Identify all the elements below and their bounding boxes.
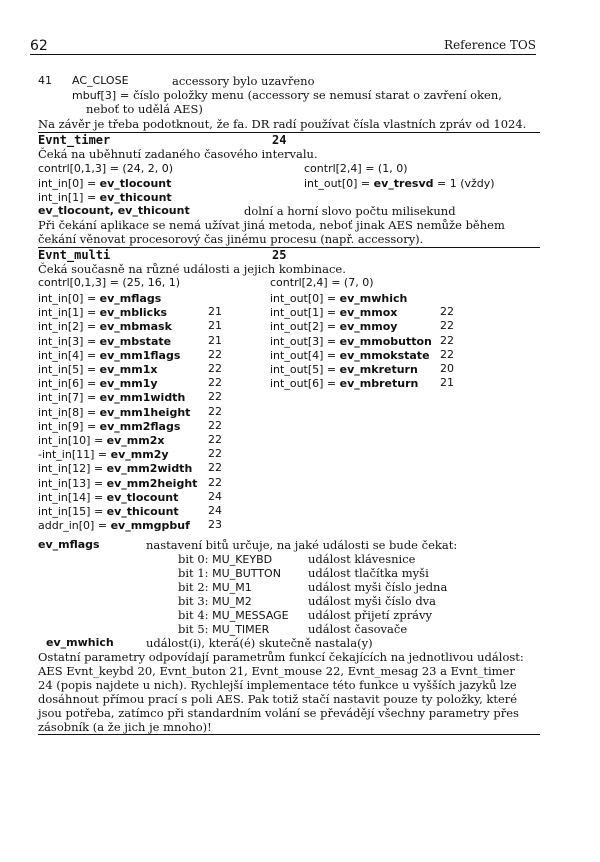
- paragraph-line: AES Evnt_keybd 20, Evnt_buton 21, Evnt_mouse 22, Evnt_mesag 23 a Evnt_timer: [38, 664, 515, 678]
- input-parameter-row: [38, 504, 179, 519]
- contrl-left: contrl[0,1,3] = (24, 2, 0): [38, 162, 173, 175]
- page-reference: 21: [208, 305, 222, 319]
- mbuf-description-continued: neboť to udělá AES): [86, 102, 203, 116]
- param-label: int_out[0] =: [270, 292, 340, 305]
- paragraph-line: zásobník (a že jich je mnoho)!: [38, 720, 212, 734]
- bit-description: událost tlačítka myši: [308, 566, 429, 580]
- mbuf-param: mbuf[3]: [72, 89, 117, 102]
- param-name: ev_tlocount: [99, 177, 172, 190]
- param-label: int_in[12] =: [38, 462, 107, 476]
- event-bit-row: [178, 566, 281, 581]
- param-label: int_in[1] =: [38, 306, 100, 320]
- output-parameter-row: [270, 291, 407, 306]
- message-name: AC_CLOSE: [72, 74, 129, 87]
- section-title: Evnt_timer: [38, 133, 111, 147]
- param-label: int_in[1] =: [38, 191, 100, 204]
- param-name: ev_mm1flags: [99, 348, 181, 362]
- page-reference: 21: [440, 376, 454, 390]
- page-reference: 22: [440, 319, 454, 333]
- page-reference: 21: [208, 333, 222, 347]
- output-parameter-row: [270, 319, 397, 334]
- bit-flag: MU_BUTTON: [212, 567, 281, 580]
- param-name: ev_mmobutton: [339, 334, 432, 348]
- input-parameter-row: [38, 490, 178, 505]
- bit-description: událost klávesnice: [308, 552, 416, 566]
- input-parameter-row: [38, 390, 185, 405]
- param-label: int_in[5] =: [38, 363, 100, 376]
- param-label: int_out[3] =: [270, 334, 340, 348]
- input-parameter-row: [38, 334, 171, 349]
- param-label: int_in[0] =: [38, 292, 100, 305]
- mbuf-line: [72, 88, 502, 103]
- section-rule: [38, 247, 540, 248]
- bit-description: událost časovače: [308, 622, 408, 636]
- bit-flag: MU_MESSAGE: [212, 609, 289, 622]
- paragraph-line: 24 (popis najdete u nich). Rychlejší implementace této funkce u vyšších jazyků lze: [38, 678, 517, 692]
- int-in-0: [38, 176, 171, 191]
- input-parameter-row: [38, 419, 180, 434]
- input-parameter-row: [38, 518, 190, 533]
- bit-flag: MU_M1: [212, 581, 252, 594]
- page-reference: 22: [208, 347, 222, 361]
- param-name: ev_thicount: [106, 505, 179, 518]
- param-label: int_in[0] =: [38, 177, 100, 190]
- page-reference: 21: [208, 319, 222, 333]
- param-label: int_in[2] =: [38, 320, 100, 334]
- param-name: ev_mm2width: [106, 462, 193, 476]
- words-description: dolní a horní slovo počtu milisekund: [244, 204, 456, 218]
- mwhich-description: událost(i), která(é) skutečně nastala(y): [146, 636, 373, 650]
- paragraph-line: dosáhnout přímou prací s poli AES. Pak totiž stačí nastavit pouze ty položky, které: [38, 692, 518, 706]
- event-bit-row: [178, 552, 272, 567]
- param-name: ev_thicount: [99, 191, 172, 204]
- running-title: Reference TOS: [444, 38, 536, 52]
- bit-number: bit 4:: [178, 608, 213, 622]
- page-reference: 24: [208, 489, 222, 503]
- output-parameter-row: [270, 376, 418, 391]
- bit-number: bit 0:: [178, 552, 213, 566]
- input-parameter-row: [38, 348, 180, 363]
- param-name: ev_mm2y: [110, 448, 169, 462]
- words-label: ev_tlocount, ev_thicount: [38, 204, 190, 217]
- param-label: int_out[6] =: [270, 377, 340, 391]
- event-bit-row: [178, 622, 269, 637]
- mflags-description: nastavení bitů určuje, na jaké události se bude čekat:: [146, 538, 458, 552]
- page-reference: 22: [208, 390, 222, 404]
- param-name: ev_mbstate: [99, 334, 172, 348]
- param-label: int_out[2] =: [270, 320, 340, 334]
- param-name: ev_mm1width: [99, 391, 186, 405]
- page-reference: 22: [208, 475, 222, 489]
- contrl-right: contrl[2,4] = (1, 0): [304, 162, 408, 175]
- param-label: int_out[5] =: [270, 363, 340, 376]
- page-reference: 22: [440, 333, 454, 347]
- input-parameter-row: [38, 291, 161, 306]
- section-number: 25: [272, 248, 287, 262]
- bit-flag: MU_KEYBD: [212, 553, 273, 566]
- page-reference: 22: [440, 305, 454, 319]
- param-name: ev_mmox: [339, 306, 398, 320]
- section-title: Evnt_multi: [38, 248, 111, 262]
- closing-note: Na závěr je třeba podotknout, že fa. DR radí používat čísla vlastních zpráv od 1024.: [38, 117, 527, 131]
- output-parameter-row: [270, 348, 430, 363]
- page-reference: 22: [208, 461, 222, 475]
- output-parameter-row: [270, 305, 397, 320]
- bit-description: událost myši číslo dva: [308, 594, 437, 608]
- param-name: ev_mm2height: [106, 476, 198, 490]
- param-name: ev_mm2flags: [99, 419, 181, 433]
- param-label: int_in[15] =: [38, 505, 107, 518]
- page-reference: 22: [208, 418, 222, 432]
- param-label: int_in[13] =: [38, 476, 107, 490]
- event-bit-row: [178, 594, 252, 609]
- param-name: ev_mm1x: [99, 363, 158, 376]
- bit-number: bit 1:: [178, 566, 213, 580]
- bit-number: bit 3:: [178, 594, 213, 608]
- contrl-left: contrl[0,1,3] = (25, 16, 1): [38, 276, 180, 289]
- section-number: 24: [272, 133, 287, 147]
- event-bit-row: [178, 580, 252, 595]
- paragraph-line: Ostatní parametry odpovídají parametrům funkcí čekajících na jednotlivou událost:: [38, 650, 524, 664]
- input-parameter-row: [38, 376, 158, 391]
- bit-description: událost přijetí zprávy: [308, 608, 433, 622]
- input-parameter-row: [38, 405, 190, 420]
- page-reference: 22: [208, 376, 222, 390]
- bit-number: bit 5:: [178, 622, 213, 636]
- event-bit-row: [178, 608, 289, 623]
- paragraph-line: čekání věnovat procesorový čas jinému procesu (např. accessory).: [38, 232, 424, 246]
- param-label: int_out[4] =: [270, 348, 340, 362]
- bit-number: bit 2:: [178, 580, 213, 594]
- param-name: ev_mkreturn: [339, 363, 418, 376]
- param-name: ev_tresvd: [373, 177, 434, 190]
- bit-flag: MU_TIMER: [212, 623, 270, 636]
- param-label: int_in[4] =: [38, 348, 100, 362]
- param-name: ev_mmgpbuf: [110, 519, 190, 533]
- input-parameter-row: [38, 319, 172, 334]
- int-in-1: [38, 190, 172, 205]
- page-reference: 22: [208, 404, 222, 418]
- input-parameter-row: [38, 362, 157, 377]
- bit-flag: MU_M2: [212, 595, 252, 608]
- section-description: Čeká současně na různé události a jejich kombinace.: [38, 262, 346, 276]
- input-parameter-row: [38, 447, 169, 462]
- int-out-0: [304, 176, 495, 191]
- input-parameter-row: [38, 476, 197, 491]
- param-name: ev_mm1height: [99, 405, 191, 419]
- page-reference: 22: [208, 447, 222, 461]
- param-name: ev_mbreturn: [339, 377, 419, 391]
- output-parameter-row: [270, 334, 432, 349]
- param-name: ev_mm2x: [106, 434, 165, 447]
- param-note: = 1 (vždy): [433, 177, 495, 190]
- header-rule: [30, 54, 536, 55]
- param-name: ev_mblicks: [99, 306, 168, 320]
- param-label: int_in[10] =: [38, 434, 107, 447]
- contrl-right: contrl[2,4] = (7, 0): [270, 276, 374, 289]
- paragraph-line: Při čekání aplikace se nemá užívat jiná metoda, neboť jinak AES nemůže během: [38, 218, 505, 232]
- param-name: ev_mm1y: [99, 377, 158, 391]
- input-parameter-row: [38, 433, 164, 448]
- mwhich-name: ev_mwhich: [46, 636, 114, 649]
- page-reference: 24: [208, 504, 222, 517]
- section-rule: [38, 132, 540, 133]
- param-name: ev_mmoy: [339, 320, 398, 334]
- page-reference: 23: [208, 518, 222, 532]
- page-reference: 22: [208, 433, 222, 446]
- message-code: 41: [38, 74, 52, 87]
- mflags-name: ev_mflags: [38, 538, 100, 551]
- param-name: ev_mbmask: [99, 320, 172, 334]
- section-description: Čeká na uběhnutí zadaného časového intervalu.: [38, 147, 318, 161]
- param-label: int_out[0] =: [304, 177, 374, 190]
- end-rule: [38, 734, 540, 735]
- output-parameter-row: [270, 362, 418, 377]
- page-number: 62: [30, 38, 48, 54]
- param-label: int_in[9] =: [38, 419, 100, 433]
- page-reference: 20: [440, 362, 454, 375]
- input-parameter-row: [38, 305, 167, 320]
- param-label: int_in[6] =: [38, 377, 100, 391]
- param-name: ev_tlocount: [106, 490, 179, 504]
- page-reference: 22: [208, 362, 222, 375]
- param-name: ev_mflags: [99, 292, 162, 305]
- param-label: -int_in[11] =: [38, 448, 111, 462]
- param-label: int_in[7] =: [38, 391, 100, 405]
- param-label: int_in[8] =: [38, 405, 100, 419]
- input-parameter-row: [38, 461, 192, 476]
- param-label: int_in[3] =: [38, 334, 100, 348]
- page-reference: 22: [440, 347, 454, 361]
- bit-description: událost myši číslo jedna: [308, 580, 448, 594]
- param-label: addr_in[0] =: [38, 519, 111, 533]
- param-name: ev_mwhich: [339, 292, 408, 305]
- message-description: accessory bylo uzavřeno: [172, 74, 315, 88]
- mbuf-description: = číslo položky menu (accessory se nemusí starat o zavření oken,: [116, 88, 502, 102]
- param-name: ev_mmokstate: [339, 348, 430, 362]
- param-label: int_in[14] =: [38, 490, 107, 504]
- param-label: int_out[1] =: [270, 306, 340, 320]
- paragraph-line: jsou potřeba, zatímco při standardním volání se převádějí všechny parametry přes: [38, 706, 519, 720]
